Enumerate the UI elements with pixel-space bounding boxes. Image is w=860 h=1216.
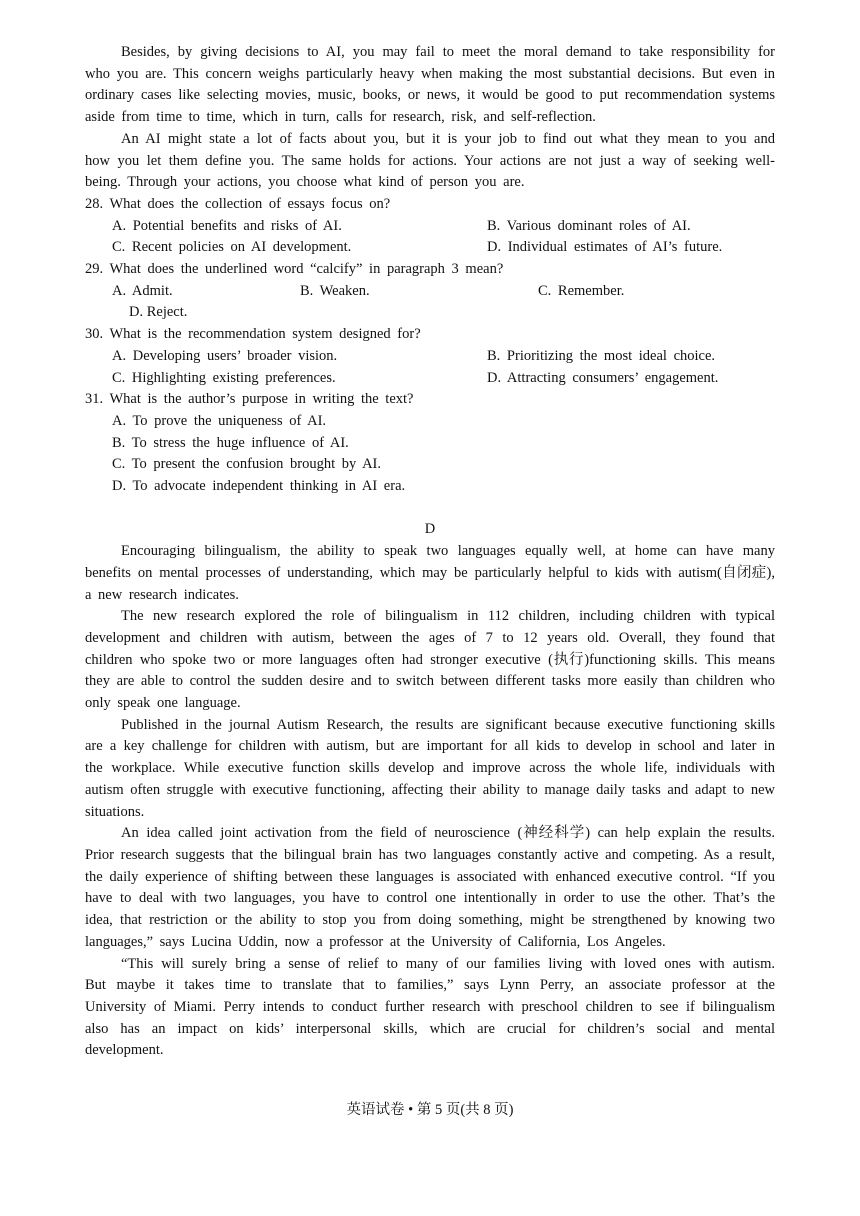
question-stem: 29. What does the underlined word “calcify” in paragraph 3 mean?: [85, 261, 504, 278]
passage-paragraph: The new research explored the role of bilingualism in 112 children, including children with typical development and children with autism, between the ages of 7 to 12 years old. Overall, they found that children who spoke two or more languages often had stronger executive (执行)functioning skills. This means they are able to control the sudden desire and to switch between different tasks more easily than children who only speak one language.: [85, 608, 775, 712]
option-d: D. Individual estimates of AI’s future.: [487, 239, 723, 256]
exam-page: [85, 42, 775, 1062]
question-stem: 28. What does the collection of essays focus on?: [85, 195, 391, 212]
options-row: [85, 281, 775, 303]
question-30: [85, 324, 775, 389]
options-grid: [85, 346, 775, 389]
option-c: C. Recent policies on AI development.: [112, 239, 352, 256]
passage-paragraph: Published in the journal Autism Research, the results are significant because executive functioning skills are a key challenge for children with autism, but are important for all kids to develop in school and later in the workplace. While executive function skills develop and improve across the whole life, individuals with autism often struggle with executive functioning, affecting their ability to manage daily tasks and adapt to new situations.: [85, 716, 775, 820]
option-d: D. Attracting consumers’ engagement.: [487, 369, 719, 386]
option-d: D. To advocate independent thinking in AI era.: [112, 478, 406, 495]
option-b: B. Various dominant roles of AI.: [487, 217, 691, 234]
passage-paragraph: An AI might state a lot of facts about you, but it is your job to find out what they mean to you and how you let them define you. The same holds for actions. Your actions are not just a way of seeking well-being. Through your actions, you choose what kind of person you are.: [85, 130, 775, 191]
option-c: C. To present the confusion brought by AI.: [112, 456, 382, 473]
passage-paragraph: “This will surely bring a sense of relief to many of our families living with loved ones with autism. But maybe it takes time to translate that to families,” says Lynn Perry, an associate professor at the University of Miami. Perry intends to conduct further research with preschool children to see if bilingualism also has an impact on kids’ interpersonal skills, which are crucial for children’s social and mental development.: [85, 955, 775, 1059]
page-footer: 英语试卷 • 第 5 页(共 8 页): [346, 1102, 514, 1118]
options-grid: [85, 216, 775, 259]
passage-paragraph: Besides, by giving decisions to AI, you may fail to meet the moral demand to take responsibility for who you are. This concern weighs particularly heavy when making the most substantial decisions. But even in ordinary cases like selecting movies, music, books, or news, it would be good to put recommendation systems aside from time to time, which in turn, calls for research, risk, and self-reflection.: [85, 44, 775, 126]
option-b: B. To stress the huge influence of AI.: [112, 434, 349, 451]
passage-letter: D: [424, 521, 436, 538]
question-stem: 30. What is the recommendation system designed for?: [85, 326, 421, 343]
option-a: A. Potential benefits and risks of AI.: [112, 217, 342, 234]
question-stem: 31. What is the author’s purpose in writing the text?: [85, 391, 414, 408]
option-d: D. Reject.: [129, 304, 188, 321]
option-c: C. Remember.: [538, 282, 625, 299]
passage-paragraph: An idea called joint activation from the field of neuroscience (神经科学) can help explain the results. Prior research suggests that the bilingual brain has two languages constantly active and competing. As a result, the daily experience of shifting between these languages is associated with enhanced executive control. “If you have to deal with two languages, you have to control one intentionally in order to use the other. That’s the idea, that restriction or the ability to stop you from doing something, might be strengthened by knowing two languages,” says Lucina Uddin, now a professor at the University of California, Los Angeles.: [85, 825, 775, 950]
option-a: A. Developing users’ broader vision.: [112, 347, 338, 364]
passage-paragraph: Encouraging bilingualism, the ability to speak two languages equally well, at home can have many benefits on mental processes of understanding, which may be particularly helpful to kids with autism(自闭症), a new research indicates.: [85, 543, 775, 603]
option-a: A. To prove the uniqueness of AI.: [112, 412, 327, 429]
option-c: C. Highlighting existing preferences.: [112, 369, 336, 386]
option-b: B. Weaken.: [300, 282, 370, 299]
options-list: [85, 411, 775, 498]
question-29: [85, 259, 775, 324]
option-b: B. Prioritizing the most ideal choice.: [487, 347, 716, 364]
question-31: [85, 389, 775, 498]
option-a: A. Admit.: [112, 282, 173, 299]
question-28: [85, 194, 775, 259]
